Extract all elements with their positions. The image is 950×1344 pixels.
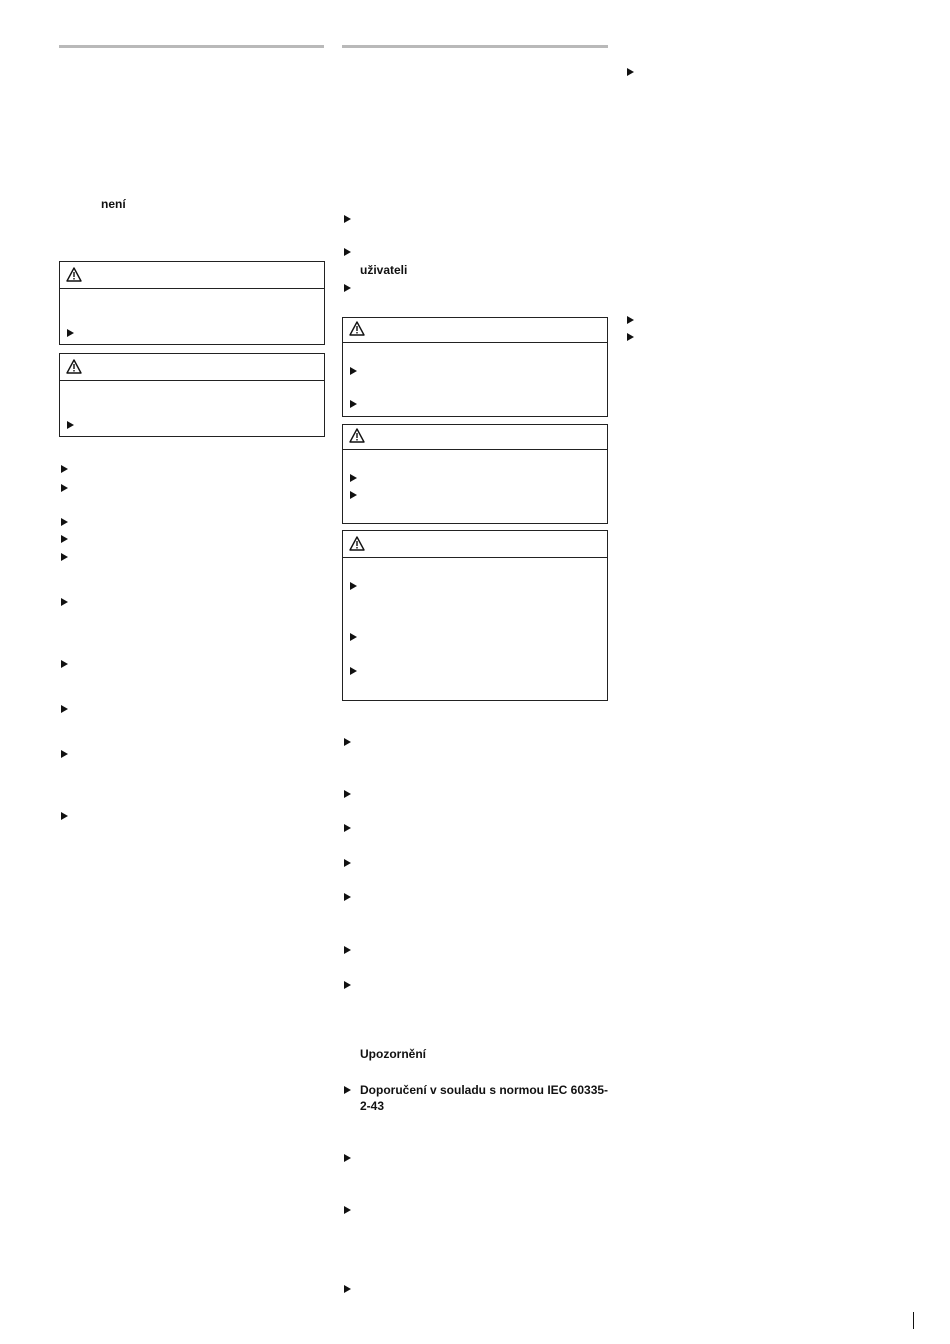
- bullet-arrow-icon: [344, 248, 351, 256]
- left-column-top-rule: [59, 45, 324, 48]
- warning-box-header: [60, 354, 324, 381]
- bullet-arrow-icon: [350, 582, 357, 590]
- bullet-arrow-icon: [344, 859, 351, 867]
- warning-box-header: [343, 425, 607, 450]
- recommendation-line-1: Doporučení v souladu s normou IEC 60335-: [360, 1083, 609, 1097]
- bullet-arrow-icon: [61, 553, 68, 561]
- bullet-arrow-icon: [350, 367, 357, 375]
- warning-triangle-icon: [349, 536, 365, 551]
- warning-box-header: [343, 318, 607, 343]
- middle-column-top-rule: [342, 45, 608, 48]
- warning-triangle-icon: [66, 267, 82, 282]
- bullet-arrow-icon: [61, 660, 68, 668]
- bullet-arrow-icon: [61, 598, 68, 606]
- bullet-arrow-icon: [61, 518, 68, 526]
- bullet-arrow-icon: [67, 329, 74, 337]
- bullet-arrow-icon: [344, 1154, 351, 1162]
- bullet-arrow-icon: [344, 215, 351, 223]
- bullet-arrow-icon: [344, 790, 351, 798]
- warning-triangle-icon: [349, 428, 365, 443]
- bullet-arrow-icon: [350, 474, 357, 482]
- warning-triangle-icon: [349, 321, 365, 336]
- warning-box-4: [342, 424, 608, 524]
- bullet-arrow-icon: [61, 750, 68, 758]
- bullet-arrow-icon: [344, 284, 351, 292]
- warning-box-header: [60, 262, 324, 289]
- bullet-arrow-icon: [344, 1206, 351, 1214]
- warning-box-5: [342, 530, 608, 701]
- bullet-arrow-icon: [344, 893, 351, 901]
- bullet-arrow-icon: [344, 946, 351, 954]
- bullet-arrow-icon: [627, 68, 634, 76]
- bullet-arrow-icon: [350, 400, 357, 408]
- bullet-arrow-icon: [350, 491, 357, 499]
- bullet-arrow-icon: [344, 824, 351, 832]
- bullet-arrow-icon: [67, 421, 74, 429]
- bullet-arrow-icon: [344, 1285, 351, 1293]
- bullet-arrow-icon: [350, 633, 357, 641]
- warning-box-2: [59, 353, 325, 437]
- bullet-arrow-icon: [61, 812, 68, 820]
- bullet-arrow-icon: [61, 484, 68, 492]
- page-edge-mark: [913, 1312, 914, 1329]
- warning-box-header: [343, 531, 607, 558]
- bullet-arrow-icon: [61, 465, 68, 473]
- bullet-arrow-icon: [350, 667, 357, 675]
- bullet-arrow-icon: [61, 705, 68, 713]
- notice-heading: Upozornění: [360, 1047, 426, 1061]
- warning-triangle-icon: [66, 359, 82, 374]
- bullet-arrow-icon: [61, 535, 68, 543]
- bullet-arrow-icon: [344, 1086, 351, 1094]
- left-word-fragment: není: [101, 197, 126, 211]
- bullet-arrow-icon: [344, 981, 351, 989]
- bullet-arrow-icon: [627, 316, 634, 324]
- recommendation-line-2: 2-43: [360, 1099, 385, 1113]
- bullet-arrow-icon: [627, 333, 634, 341]
- warning-box-1: [59, 261, 325, 345]
- middle-word-fragment: uživateli: [360, 263, 408, 277]
- warning-box-3: [342, 317, 608, 417]
- bullet-arrow-icon: [344, 738, 351, 746]
